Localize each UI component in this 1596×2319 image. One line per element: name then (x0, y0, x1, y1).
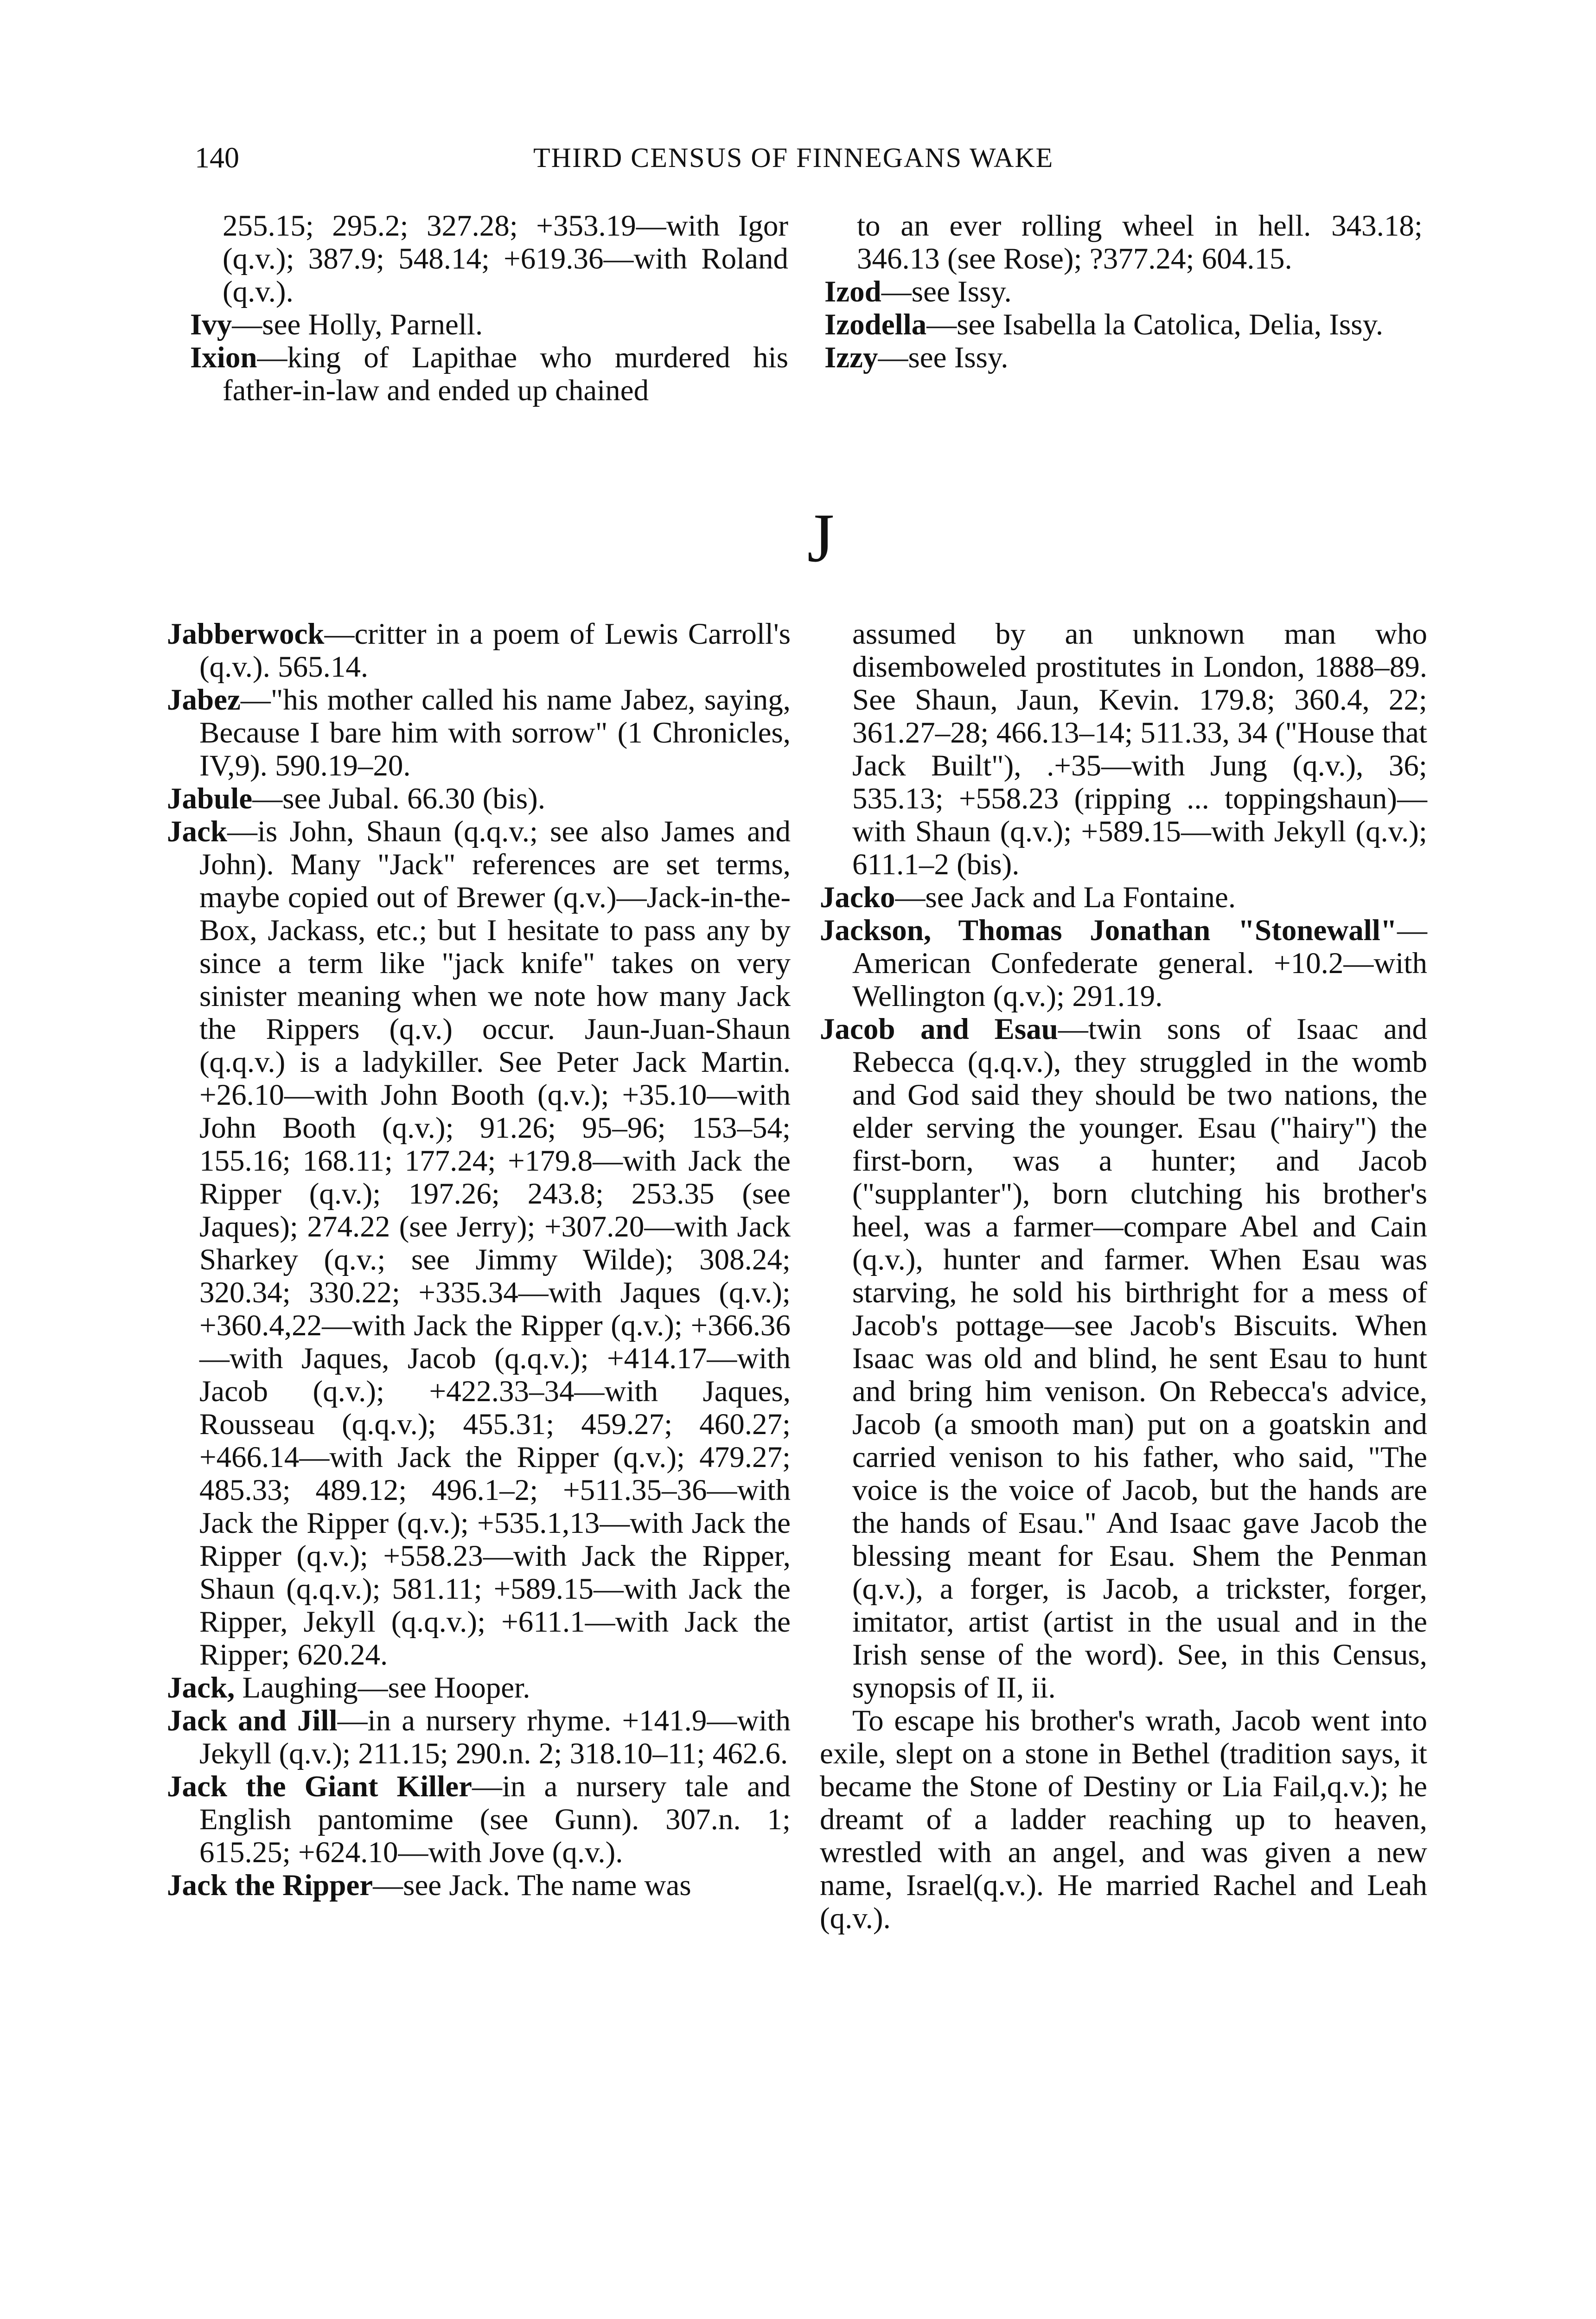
entry-jack (167, 815, 791, 1672)
continued-entry (820, 618, 1427, 881)
entry-jabez (167, 684, 791, 782)
headword: Jacob and Esau (820, 1012, 1058, 1046)
entry-text: —see Jack. The name was (373, 1869, 691, 1902)
section-letter: J (807, 500, 835, 577)
continued-entry (824, 210, 1423, 275)
entry-jack-and-jill (167, 1704, 791, 1770)
entry-text: assumed by an unknown man who disemboweled prostitutes in London, 1888–89. See Shaun, Jaun, Kevin. 179.8; 360.4, 22; 361.27–28; 466.13–14; 511.33, 34 ("House that Jack Built"), .+35—with Jung (q.v.), 36; 535.13; +558.23 (ripping ... toppingshaun)—with Shaun (q.v.); +589.15—with Jekyll (q.v.); 611.1–2 (bis). (852, 617, 1427, 881)
top-left-column (190, 210, 788, 407)
entry-izod (824, 275, 1423, 308)
entry-text: —see Holly, Parnell. (232, 308, 483, 341)
headword: Izodella (824, 308, 927, 341)
entry-text: 255.15; 295.2; 327.28; +353.19—with Igor (q.v.); 387.9; 548.14; +619.36—with Roland (q.v.). (223, 209, 788, 308)
continued-entry (190, 210, 788, 308)
entry-text: —in a nursery rhyme. +141.9—with Jekyll (q.v.); 211.15; 290.n. 2; 318.10–11; 462.6. (199, 1704, 791, 1770)
headword: Jack, (167, 1671, 235, 1704)
entry-jabberwock (167, 618, 791, 684)
entry-text: —in a nursery tale and English pantomime (see Gunn). 307.n. 1; 615.25; +624.10—with Jove (q.v.). (199, 1770, 791, 1869)
entry-jabule (167, 782, 791, 815)
entry-text: —is John, Shaun (q.q.v.; see also James and John). Many "Jack" references are set terms, maybe copied out of Brewer (q.v.)—Jack-in-the-Box, Jackass, etc.; but I hesitate to pass any by since a term like "jack knife" takes on very sinister meaning when we note how many Jack the Rippers (q.v.) occur. Jaun-Juan-Shaun (q.q.v.) is a ladykiller. See Peter Jack Martin. +26.10—with John Booth (q.v.); +35.10—with John Booth (q.v.); 91.26; 95–96; 153–54; 155.16; 168.11; 177.24; +179.8—with Jack the Ripper (q.v.); 197.26; 243.8; 253.35 (see Jaques); 274.22 (see Jerry); +307.20—with Jack Sharkey (q.v.; see Jimmy Wilde); 308.24; 320.34; 330.22; +335.34—with Jaques (q.v.); +360.4,22—with Jack the Ripper (q.v.); +366.36—with Jaques, Jacob (q.q.v.); +414.17—with Jacob (q.v.); +422.33–34—with Jaques, Rousseau (q.q.v.); 455.31; 459.27; 460.27; +466.14—with Jack the Ripper (q.v.); 479.27; 485.33; 489.12; 496.1–2; +511.35–36—with Jack the Ripper (q.v.); +535.1,13—with Jack the Ripper (q.v.); +558.23—with Jack the Ripper, Shaun (q.q.v.); 581.11; +589.15—with Jack the Ripper, Jekyll (q.q.v.); +611.1—with Jack the Ripper; 620.24. (199, 815, 791, 1672)
entry-text: —see Jubal. 66.30 (bis). (252, 782, 546, 815)
headword: Jack the Ripper (167, 1869, 373, 1902)
entry-text: Laughing—see Hooper. (235, 1671, 530, 1704)
entry-text: —see Jack and La Fontaine. (895, 881, 1236, 914)
bottom-right-column (820, 618, 1427, 1935)
entry-text: —king of Lapithae who murdered his father-in-law and ended up chained (223, 341, 788, 407)
headword: Jack (167, 815, 227, 848)
entry-jack-laughing (167, 1672, 791, 1704)
page-number: 140 (195, 141, 239, 174)
entry-text: —"his mother called his name Jabez, saying, Because I bare him with sorrow" (1 Chronicles, IV,9). 590.19–20. (199, 683, 791, 782)
headword: Jack and Jill (167, 1704, 338, 1737)
entry-ixion (190, 341, 788, 407)
entry-jacob-and-esau (820, 1013, 1427, 1704)
entry-text: —see Issy. (881, 275, 1012, 308)
entry-text: —see Isabella la Catolica, Delia, Issy. (926, 308, 1384, 341)
entry-jack-the-giant-killer (167, 1770, 791, 1869)
entry-izzy (824, 341, 1423, 374)
headword: Izzy (824, 341, 878, 374)
headword: Jabez (167, 683, 241, 717)
entry-izodella (824, 308, 1423, 341)
headword: Jabule (167, 782, 253, 815)
entry-text: —see Issy. (878, 341, 1009, 374)
entry-text: to an ever rolling wheel in hell. 343.18; 346.13 (see Rose); ?377.24; 604.15. (857, 209, 1423, 275)
top-right-column (824, 210, 1423, 374)
entry-text: —critter in a poem of Lewis Carroll's (q.v.). 565.14. (199, 617, 791, 684)
running-head (195, 139, 1410, 181)
body-paragraph: To escape his brother's wrath, Jacob went into exile, slept on a stone in Bethel (tradition says, it became the Stone of Destiny or Lia Fail,q.v.); he dreamt of a ladder reaching up to heaven, wrestled with an angel, and was given a new name, Israel(q.v.). He married Rachel and Leah (q.v.). (820, 1704, 1427, 1935)
entry-text: —twin sons of Isaac and Rebecca (q.q.v.), they struggled in the womb and God said they should be two nations, the elder serving the younger. Esau ("hairy") the first-born, was a hunter; and Jacob ("supplanter"), born clutching his brother's heel, was a farmer—compare Abel and Cain (q.v.), hunter and farmer. When Esau was starving, he sold his birthright for a mess of Jacob's pottage—see Jacob's Biscuits. When Isaac was old and blind, he sent Esau to hunt and bring him venison. On Rebecca's advice, Jacob (a smooth man) put on a goatskin and carried venison to his father, who said, "The voice is the voice of Jacob, but the hands are the hands of Esau." And Isaac gave Jacob the blessing meant for Esau. Shem the Penman (q.v.), a forger, is Jacob, a trickster, forger, imitator, artist (artist in the usual and in the Irish sense of the word). See, in this Census, synopsis of II, ii. (852, 1012, 1427, 1704)
entry-jack-the-ripper (167, 1869, 791, 1902)
entry-text: —American Confederate general. +10.2—with Wellington (q.v.); 291.19. (852, 914, 1427, 1013)
headword: Ixion (190, 341, 257, 374)
headword: Jackson, Thomas Jonathan "Stonewall" (820, 914, 1397, 947)
entry-ivy (190, 308, 788, 341)
headword: Jabberwock (167, 617, 325, 651)
headword: Izod (824, 275, 881, 308)
entry-jacko (820, 881, 1427, 914)
bottom-left-column (167, 618, 791, 1902)
headword: Jacko (820, 881, 895, 914)
running-title: THIRD CENSUS OF FINNEGANS WAKE (533, 142, 1054, 173)
headword: Jack the Giant Killer (167, 1770, 472, 1803)
headword: Ivy (190, 308, 232, 341)
entry-jackson (820, 914, 1427, 1013)
